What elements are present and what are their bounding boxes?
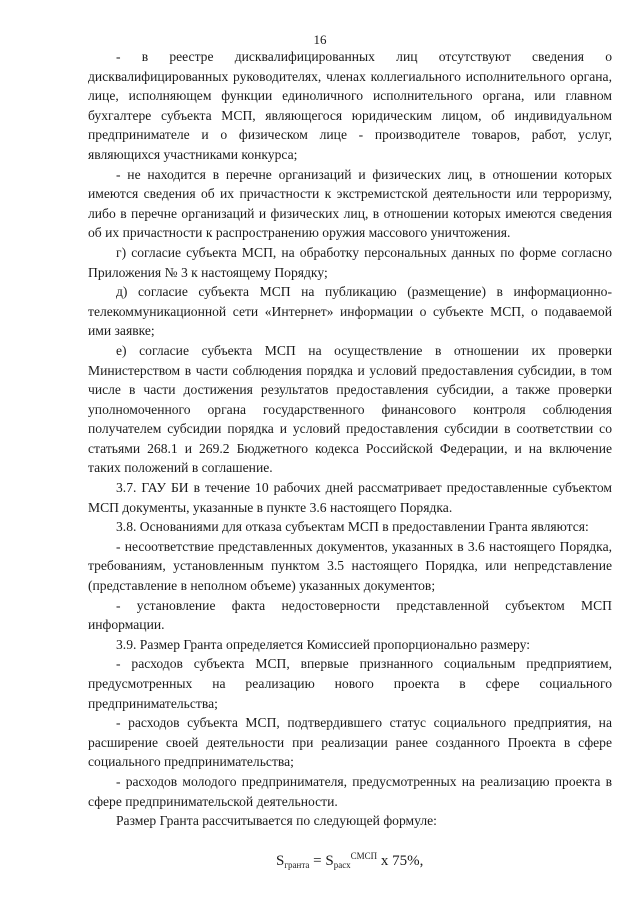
paragraph-refusal-reason-1: - несоответствие представленных документов, указанных в 3.6 настоящего Порядка, требованиям, установленным пунктом 3.5 настоящего Порядка, или непредставление (представление в неполном объеме) указанных документов; (88, 538, 612, 594)
paragraph-item-e: е) согласие субъекта МСП на осуществление в отношении их проверки Министерством в части соблюдения порядка и условий предоставления субсидии, в том числе в части достижения результатов предоставления субсидии, а также проверки уполномоченного органа государственного финансового контроля соблюдения получателем субсидии порядка и условий предоставления субсидии в соответствии со статьями 268.1 и 269.2 Бюджетного кодекса Российской Федерации, и на включение таких положений в соглашение. (88, 342, 612, 476)
paragraph-3-7: 3.7. ГАУ БИ в течение 10 рабочих дней рассматривает предоставленные субъектом МСП документы, указанные в пункте 3.6 настоящего Порядка. (88, 480, 612, 515)
paragraph-extremism-list: - не находится в перечне организаций и физических лиц, в отношении которых имеются сведения об их причастности к экстремистской деятельности или терроризму, либо в перечне организаций и физических лиц, в отношении которых имеются сведения об их причастности к распространению оружия массового уничтожения. (88, 166, 612, 241)
grant-formula (88, 845, 612, 876)
document-body (88, 47, 612, 876)
paragraph-refusal-reason-2: - установление факта недостоверности представленной субъектом МСП информации. (88, 597, 612, 633)
paragraph-item-d: д) согласие субъекта МСП на публикацию (размещение) в информационно-телекоммуникационной сети «Интернет» информации о субъекте МСП, о подаваемой ими заявке; (88, 284, 612, 339)
paragraph-formula-intro: Размер Гранта рассчитывается по следующей формуле: (116, 813, 437, 829)
formula-lhs-symbol: S (276, 852, 285, 869)
paragraph-expense-3: - расходов молодого предпринимателя, предусмотренных на реализацию проекта в сфере предпринимательской деятельности. (88, 773, 612, 809)
formula-rhs-symbol: S (325, 852, 334, 869)
paragraph-3-8: 3.8. Основаниями для отказа субъектам МСП в предоставлении Гранта являются: (116, 519, 589, 535)
paragraph-disqualified-registry: - в реестре дисквалифицированных лиц отсутствуют сведения о дисквалифицированных руководителях, членах коллегиального исполнительного органа, лице, исполняющем функции единоличного исполнительного органа, или главном бухгалтере субъекта МСП, являющегося юридическим лицом, об индивидуальном предпринимателе и о физическом лице - производителе товаров, работ, услуг, являющихся участниками конкурса; (88, 49, 612, 162)
formula-operator: = (313, 852, 322, 869)
formula-lhs-sub: гранта (284, 859, 310, 870)
formula-rhs-sub: расх (333, 859, 351, 870)
formula-tail: х 75%, (380, 852, 424, 869)
paragraph-item-g: г) согласие субъекта МСП, на обработку персональных данных по форме согласно Приложения № 3 к настоящему Порядку; (88, 244, 612, 280)
paragraph-expense-2: - расходов субъекта МСП, подтвердившего статус социального предприятия, на расширение своей деятельности при реализации ранее созданного Проекта в сфере социального предпринимательства; (88, 715, 612, 770)
paragraph-expense-1: - расходов субъекта МСП, впервые признанного социальным предприятием, предусмотренных на реализацию нового проекта в сфере социального предпринимательства; (88, 656, 612, 711)
page-number: 16 (313, 32, 327, 47)
paragraph-3-9: 3.9. Размер Гранта определяется Комиссией пропорционально размеру: (116, 636, 531, 652)
formula-rhs-sup: СМСП (350, 850, 378, 861)
